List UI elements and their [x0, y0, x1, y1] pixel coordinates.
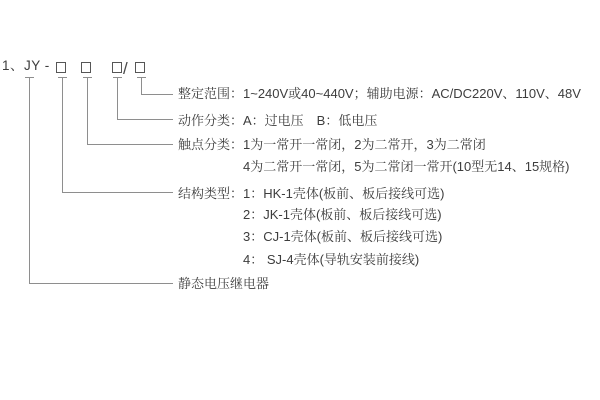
- label-contact-type-line2: 4为二常开一常闭，5为二常闭一常开(10型无14、15规格): [243, 159, 570, 174]
- digit-box-structure-type: [56, 62, 66, 73]
- label-action-type: 动作分类：A：过电压 B：低电压: [178, 113, 378, 128]
- label-contact-type-line1: 触点分类：1为一常开一常闭，2为二常开，3为二常闭: [178, 137, 486, 152]
- connector-horizontal-action-type: [117, 119, 173, 120]
- connector-horizontal-setting-range: [141, 94, 173, 95]
- connector-horizontal-product-name: [29, 283, 173, 284]
- digit-box-contact-type: [81, 62, 91, 73]
- label-structure-type-line3: 3：CJ-1壳体(板前、板后接线可选): [243, 229, 443, 244]
- model-code-prefix: 1、JY -: [2, 58, 50, 73]
- connector-vertical-action-type: [117, 77, 118, 119]
- label-structure-type-line2: 2：JK-1壳体(板前、板后接线可选): [243, 207, 442, 222]
- model-code-slash: /: [123, 59, 128, 78]
- connector-horizontal-contact-type: [87, 144, 173, 145]
- label-setting-range: 整定范围：1~240V或40~440V；辅助电源：AC/DC220V、110V、48V: [178, 86, 581, 101]
- label-product-name: 静态电压继电器: [178, 276, 270, 291]
- connector-vertical-product-name: [29, 77, 30, 283]
- label-structure-type-line4: 4： SJ-4壳体(导轨安装前接线): [243, 252, 420, 267]
- connector-vertical-setting-range: [141, 77, 142, 94]
- label-structure-type-line1: 结构类型：1：HK-1壳体(板前、板后接线可选): [178, 186, 445, 201]
- digit-box-setting-range: [135, 62, 145, 73]
- connector-vertical-contact-type: [87, 77, 88, 144]
- connector-horizontal-structure-type: [62, 192, 173, 193]
- digit-box-action-type: [112, 62, 122, 73]
- connector-vertical-structure-type: [62, 77, 63, 192]
